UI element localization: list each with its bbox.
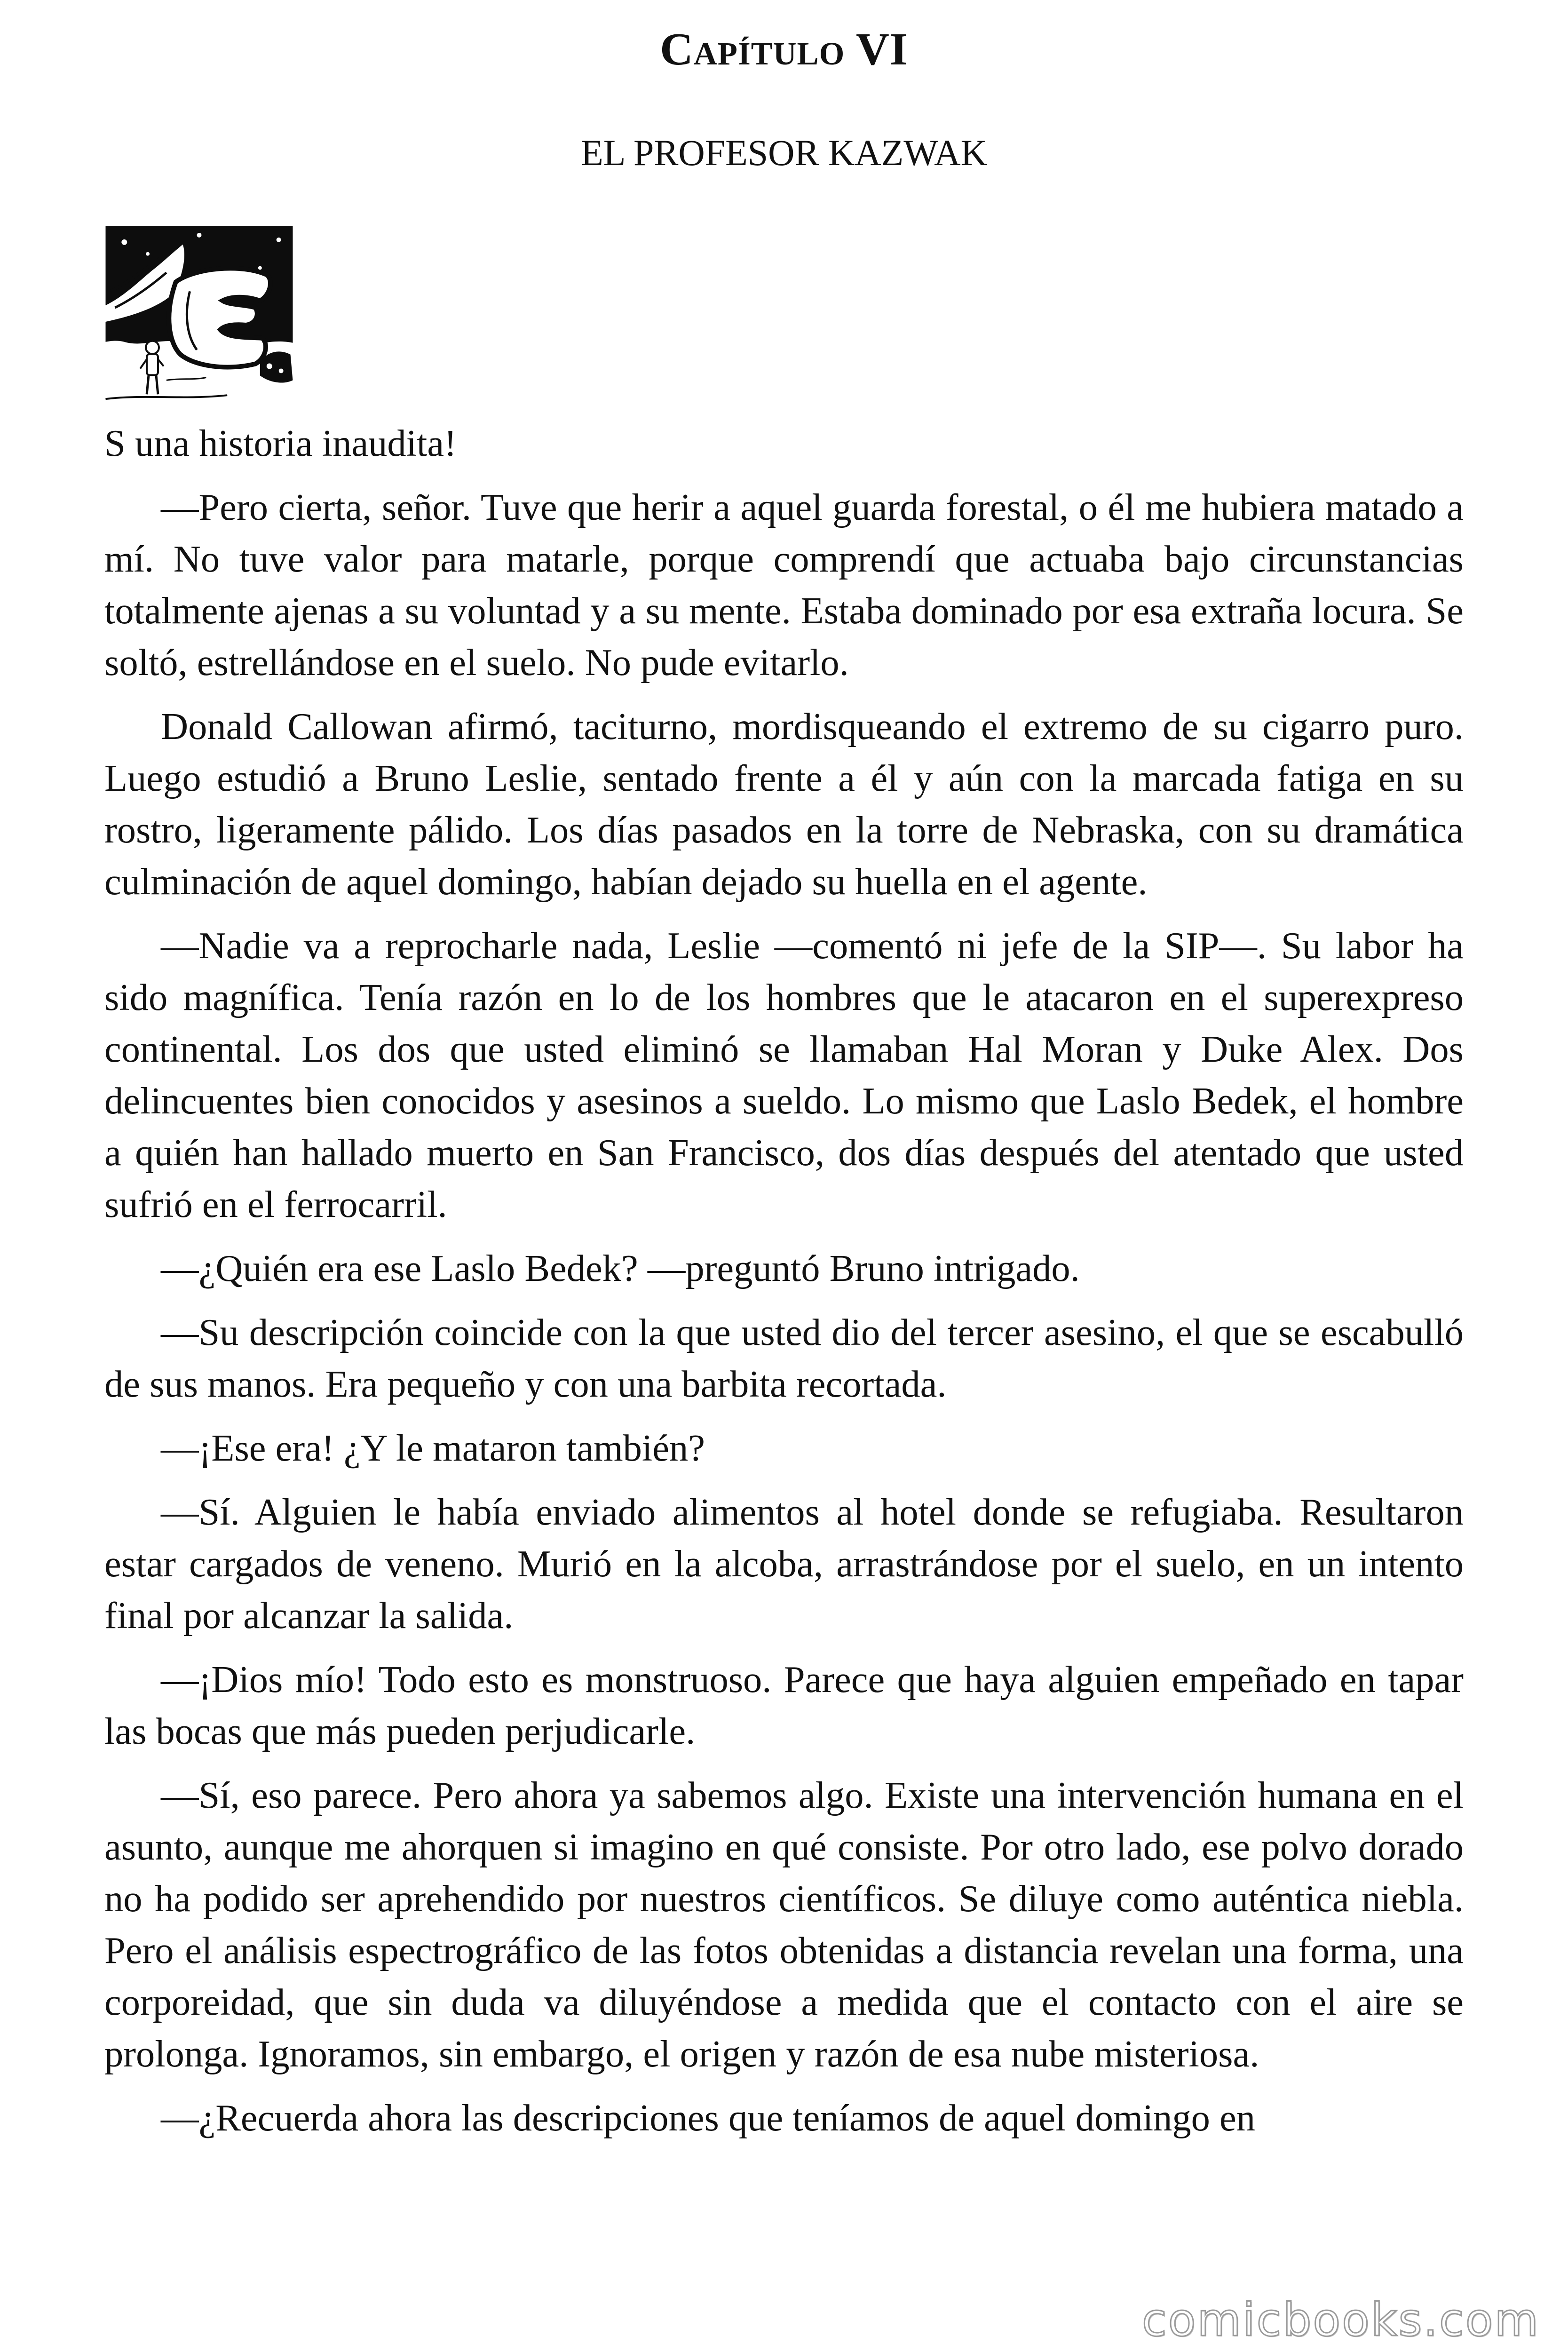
chapter-label-initial: C: [660, 24, 694, 75]
paragraph: —¡Ese era! ¿Y le mataron también?: [161, 1427, 705, 1469]
paragraph: —Su descripción coincide con la que usted dio del tercer asesino, el que se escabulló de sus manos. Era pequeño y con una barbita recortada.: [104, 1311, 1464, 1405]
paragraph: S una historia inaudita!: [104, 422, 457, 464]
chapter-subtitle: EL PROFESOR KAZWAK: [581, 132, 987, 173]
chapter-label-rest: apítulo: [693, 24, 845, 75]
paragraph: —Sí. Alguien le había enviado alimentos al hotel donde se refugiaba. Resultaron estar cargados de veneno. Murió en la alcoba, arrastrándose por el suelo, en un intento final por alcanzar la salida.: [104, 1491, 1464, 1637]
paragraph: —Sí, eso parece. Pero ahora ya sabemos algo. Existe una intervención humana en el asunto, aunque me ahorquen si imagino en qué consiste. Por otro lado, ese polvo dorado no ha podido ser aprehendido por nuestros científicos. Se diluye como auténtica niebla. Pero el análisis espectrográfico de las fotos obtenidas a distancia revelan una forma, una corporeidad, que sin duda va diluyéndose a medida que el contacto con el aire se prolonga. Ignoramos, sin embargo, el origen y razón de esa nube misteriosa.: [104, 1774, 1464, 2075]
paragraph: —Nadie va a reprocharle nada, Leslie —comentó ni jefe de la SIP—. Su labor ha sido magnífica. Tenía razón en lo de los hombres que le atacaron en el superexpreso continental. Los dos que usted eliminó se llamaban Hal Moran y Duke Alex. Dos delincuentes bien conocidos y asesinos a sueldo. Lo mismo que Laslo Bedek, el hombre a quién han hallado muerto en San Francisco, dos días después del atentado que usted sufrió en el ferrocarril.: [104, 925, 1464, 1225]
paragraph: —¡Dios mío! Todo esto es monstruoso. Parece que haya alguien empeñado en tapar las bocas que más pueden perjudicarle.: [104, 1659, 1464, 1752]
chapter-body: [104, 418, 1464, 2156]
paragraph: —Pero cierta, señor. Tuve que herir a aquel guarda forestal, o él me hubiera matado a mí. No tuve valor para matarle, porque comprendí que actuaba bajo circunstancias totalmente ajenas a su voluntad y a su mente. Estaba dominado por esa extraña locura. Se soltó, estrellándose en el suelo. No pude evitarlo.: [104, 486, 1464, 683]
paragraph: —¿Quién era ese Laslo Bedek? —preguntó Bruno intrigado.: [161, 1248, 1080, 1289]
chapter-number: VI: [855, 24, 908, 75]
watermark: comicbooks.com: [1141, 2294, 1540, 2346]
illustrated-dropcap-letter-e-icon: [104, 226, 294, 413]
paragraph: Donald Callowan afirmó, taciturno, mordisqueando el extremo de su cigarro puro. Luego estudió a Bruno Leslie, sentado frente a él y aún con la marcada fatiga en su rostro, ligeramente pálido. Los días pasados en la torre de Nebraska, con su dramática culminación de aquel domingo, habían dejado su huella en el agente.: [104, 706, 1464, 903]
chapter-title: [0, 24, 1568, 75]
paragraph: —¿Recuerda ahora las descripciones que teníamos de aquel domingo en: [161, 2097, 1255, 2139]
